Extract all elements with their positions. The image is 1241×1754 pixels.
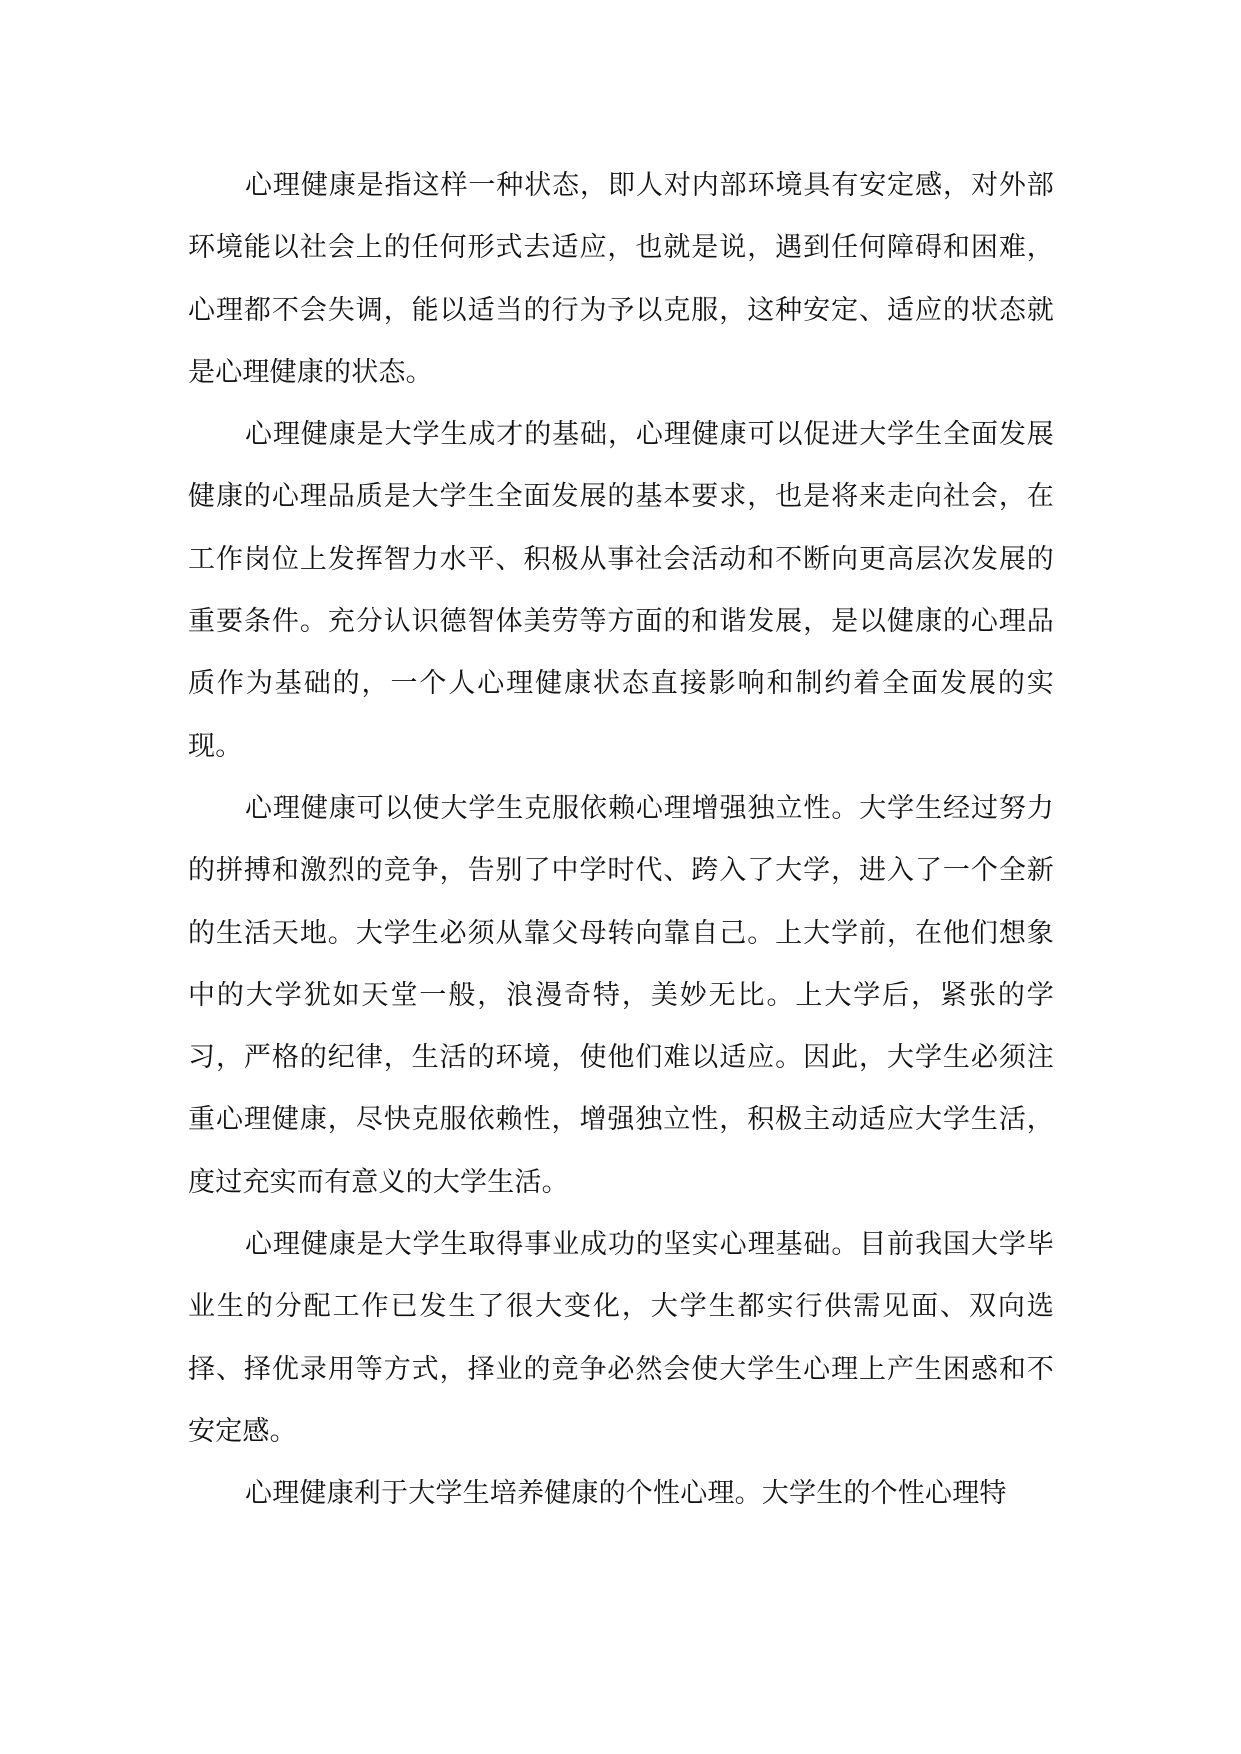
paragraph-3: 心理健康可以使大学生克服依赖心理增强独立性。大学生经过努力的拼搏和激烈的竞争，告别了中学时代、跨入了大学，进入了一个全新的生活天地。大学生必须从靠父母转向靠自己。上大学前，在他们想象中的大学犹如天堂一般，浪漫奇特，美妙无比。上大学后，紧张的学习，严格的纪律，生活的环境，使他们难以适应。因此，大学生必须注重心理健康，尽快克服依赖性，增强独立性，积极主动适应大学生活，度过充实而有意义的大学生活。 [188, 792, 1054, 1198]
paragraph-5: 心理健康利于大学生培养健康的个性心理。大学生的个性心理特 [245, 1478, 1007, 1510]
paragraph-2: 心理健康是大学生成才的基础，心理健康可以促进大学生全面发展健康的心理品质是大学生全面发展的基本要求，也是将来走向社会，在工作岗位上发挥智力水平、积极从事社会活动和不断向更高层次发展的重要条件。充分认识德智体美劳等方面的和谐发展，是以健康的心理品质作为基础的，一个人心理健康状态直接影响和制约着全面发展的实现。 [188, 419, 1054, 762]
paragraph-4: 心理健康是大学生取得事业成功的坚实心理基础。目前我国大学毕业生的分配工作已发生了很大变化，大学生都实行供需见面、双向选择、择优录用等方式，择业的竞争必然会使大学生心理上产生困惑和不安定感。 [188, 1229, 1054, 1447]
paragraph-1: 心理健康是指这样一种状态，即人对内部环境具有安定感，对外部环境能以社会上的任何形式去适应，也就是说，遇到任何障碍和困难，心理都不会失调，能以适当的行为予以克服，这种安定、适应的状态就是心理健康的状态。 [188, 170, 1054, 388]
document-body [188, 155, 1054, 1526]
